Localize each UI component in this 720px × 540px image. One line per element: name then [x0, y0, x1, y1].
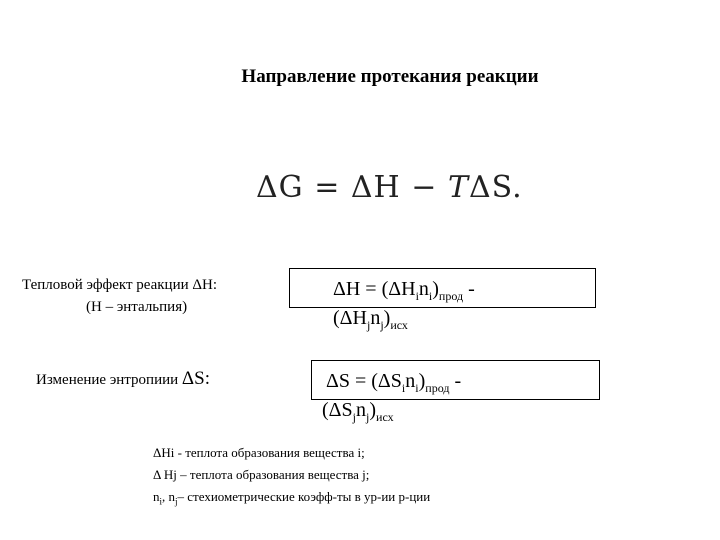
- enthalpy-note: (H – энтальпия): [86, 299, 188, 315]
- temperature-t: T: [447, 170, 469, 205]
- delta-h: ΔH: [350, 170, 401, 205]
- definition-delta-hj: Δ Hj – теплота образования вещества j;: [153, 467, 370, 482]
- enthalpy-formula-line2: $(\Delta H_jn_j)_{исх}$: [333, 307, 408, 332]
- definition-stoichiometric-coefficients: $n_i$, $n_j-$ стехиометрические коэфф-ты в ур-ии р-ции: [153, 489, 431, 507]
- gibbs-equation: [256, 170, 523, 205]
- slide-title: Направление протекания реакции: [241, 66, 539, 87]
- heat-effect-label: Тепловой эффект реакции ΔH:: [22, 277, 218, 293]
- entropy-formula-line1: $\Delta S = (\Delta S_in_i)_{прод}$ -: [326, 370, 462, 395]
- equals-sign: =: [314, 170, 341, 205]
- enthalpy-formula-line1: $\Delta H = (\Delta H_in_i)_{прод}$ -: [333, 278, 475, 303]
- definition-delta-hi: ΔHi - теплота образования вещества i;: [153, 445, 365, 460]
- entropy-change-label: [36, 368, 210, 390]
- delta-s: ΔS: [468, 170, 513, 205]
- delta-g: ΔG: [256, 170, 304, 205]
- entropy-label-text: Изменение энтропиии: [36, 372, 182, 388]
- entropy-symbol: ΔS:: [181, 368, 210, 389]
- minus-sign: −: [411, 170, 438, 205]
- equation-dot: .: [512, 170, 523, 205]
- entropy-formula-line2: $(\Delta S_jn_j)_{исх}$: [322, 399, 394, 424]
